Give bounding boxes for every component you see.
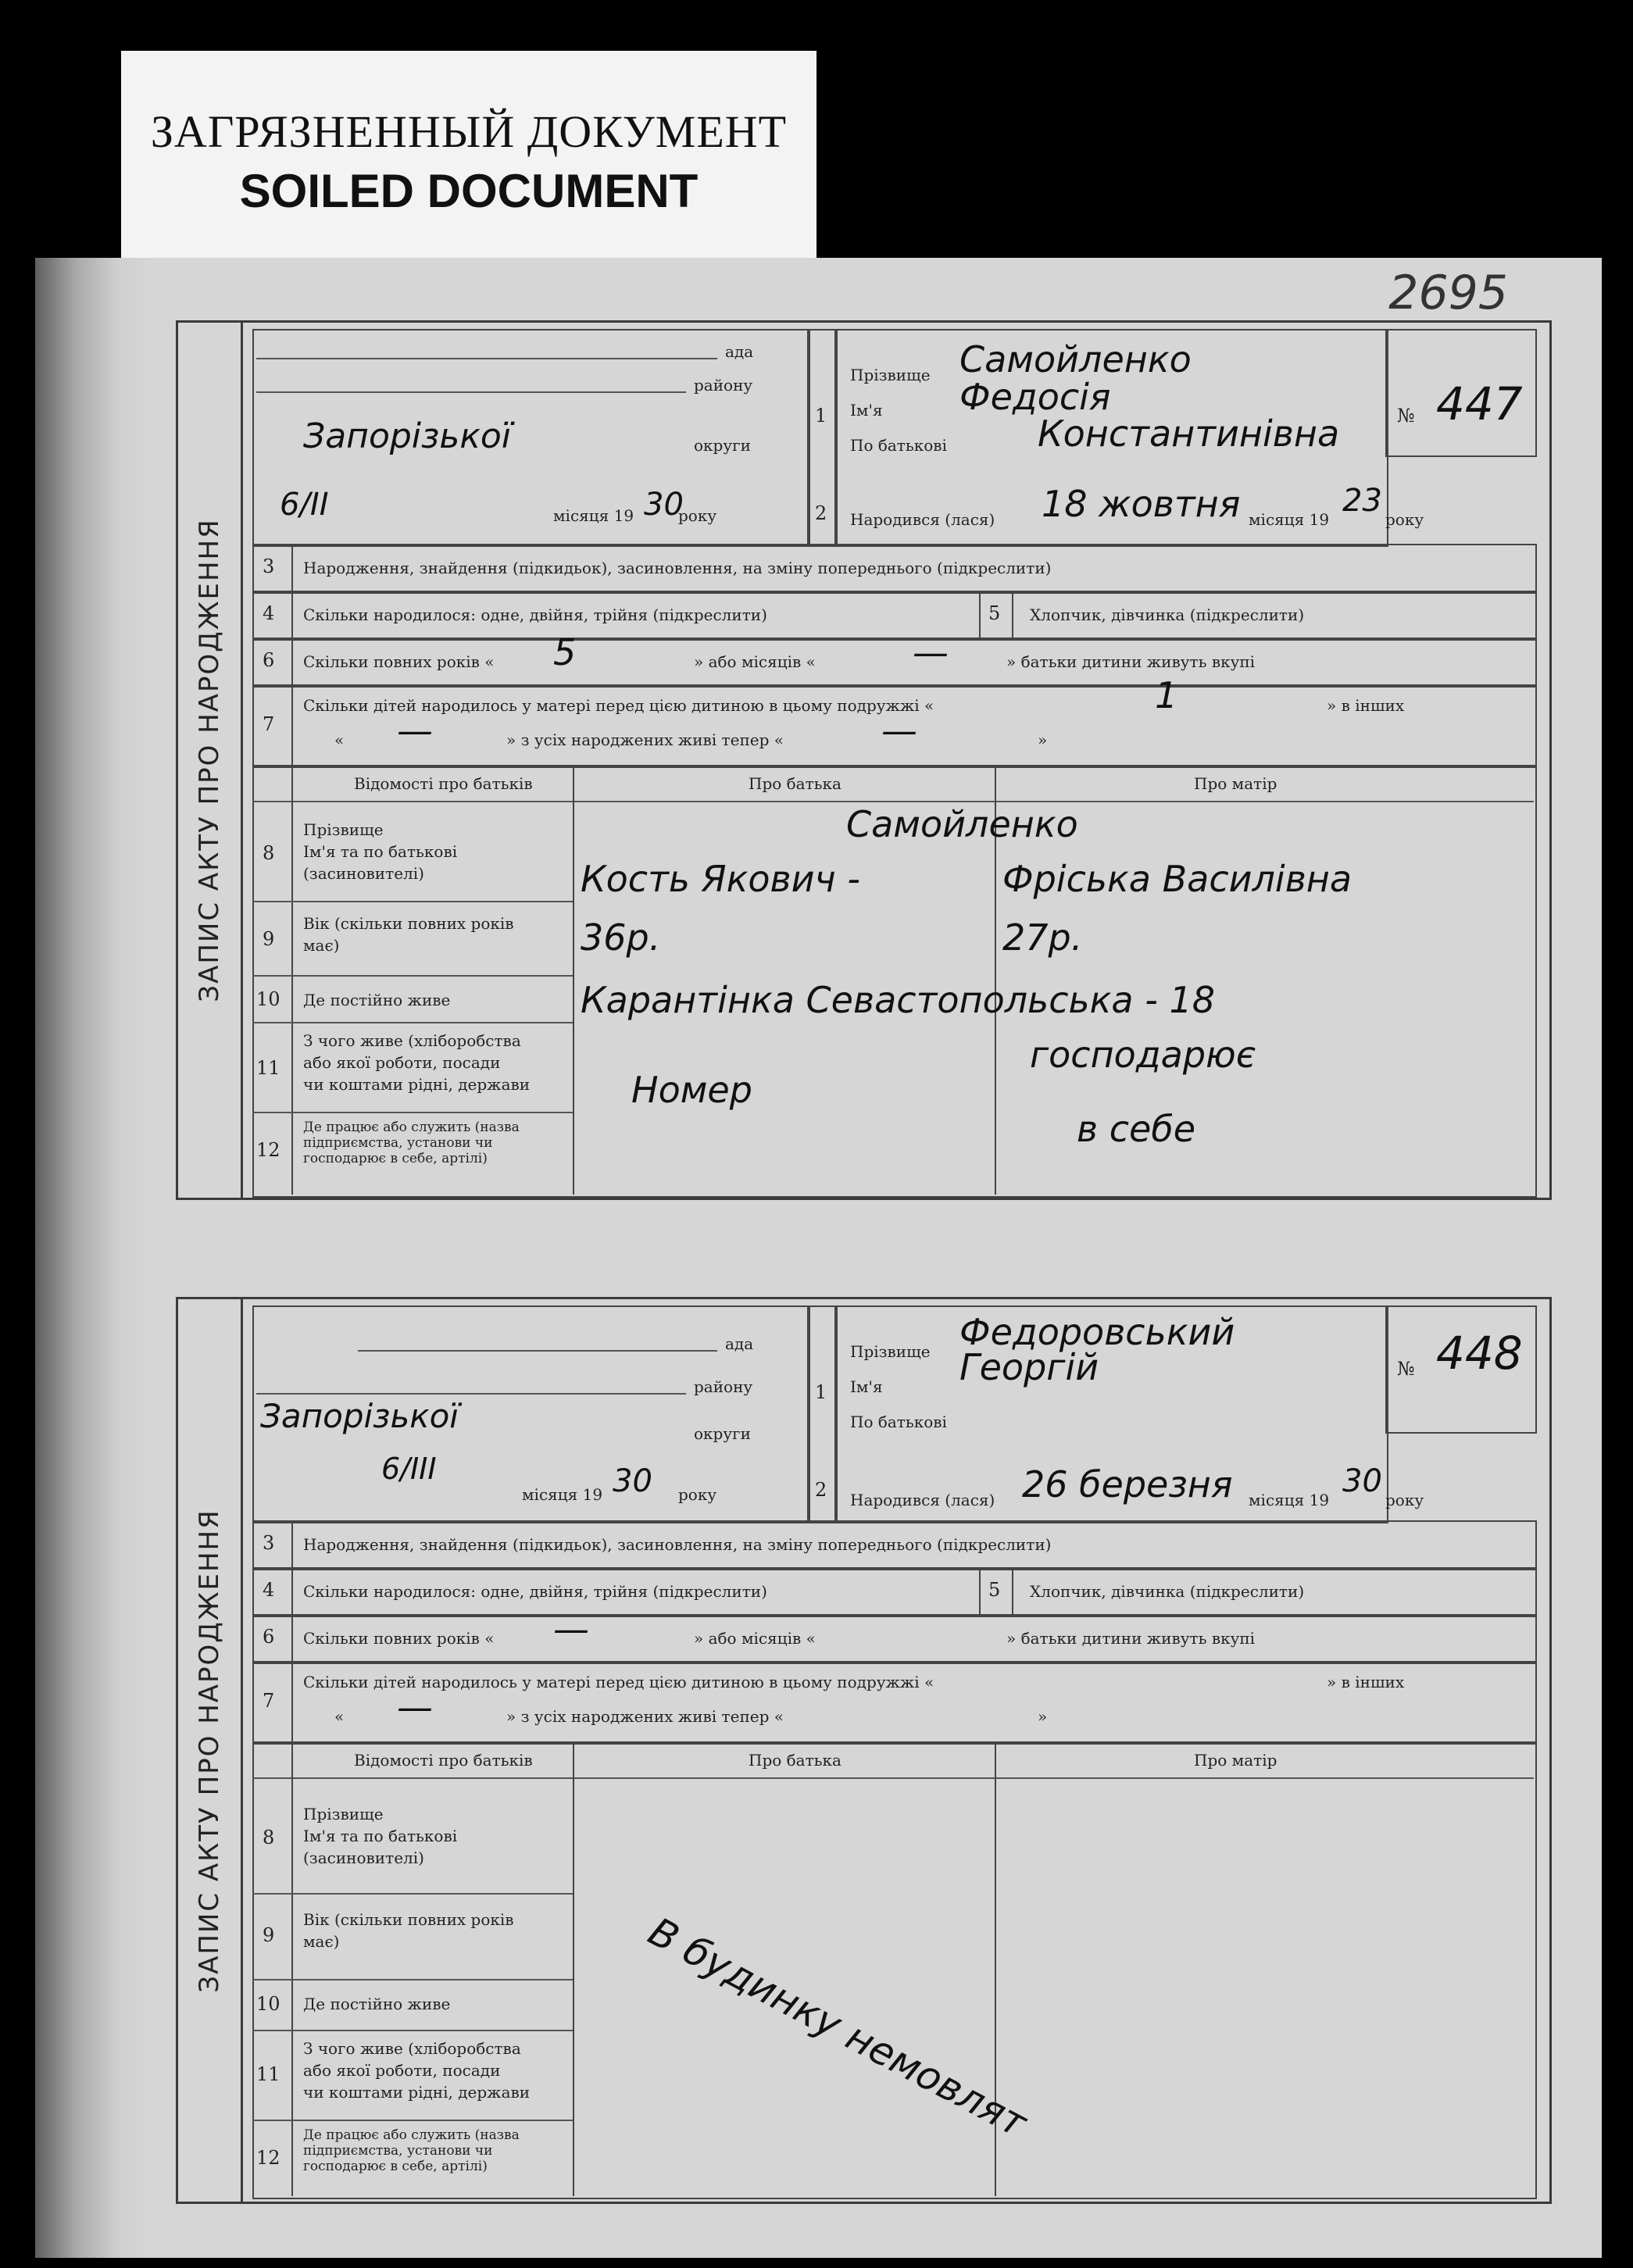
row-6-text-c: » батьки дитини живуть вкупі [1006,652,1256,671]
row-6-num: 6 [263,1626,275,1648]
row-4-text: Скільки народилося: одне, двійня, трійня (підкреслити) [303,605,767,624]
row-2-num: 2 [815,502,827,524]
row-9-num: 9 [263,928,275,950]
soiled-document-stamp [121,51,816,258]
father-age: 36р. [581,916,661,959]
father-surname: Самойленко [846,803,1078,845]
children-before: 1 [1155,674,1178,716]
row-7-text-d: » з усіх народжених живі тепер « [506,1707,784,1726]
number-label: № [1397,1358,1415,1380]
col-parents-info: Відомості про батьків [354,774,533,793]
number-label: № [1397,405,1415,427]
record-number: 447 [1436,377,1523,430]
col-mother: Про матір [1194,1751,1277,1770]
row-1-num: 1 [815,405,827,427]
row-3-text: Народження, знайдення (підкидьок), засиновлення, на зміну попереднього (підкреслити) [303,559,1052,577]
rada-label: ада [725,342,754,361]
month-label: місяця 19 [553,506,634,525]
birth-year-label: року [1385,510,1424,529]
children-alive: — [881,709,917,752]
row-11-text: З чого живе (хліборобства або якої роботи, посади чи коштами рідні, держави [303,2039,531,2102]
col-father: Про батька [749,1751,842,1770]
okruh-handwritten: Запорізької [303,416,512,456]
children-other: — [397,709,433,752]
name-label: Ім'я [850,1377,883,1396]
row-6-num: 6 [263,649,275,671]
children-other: — [397,1686,433,1728]
row-11-num: 11 [256,1057,281,1079]
row-5-text: Хлопчик, дівчинка (підкреслити) [1030,1582,1305,1601]
mother-age: 27р. [1002,916,1083,959]
reg-date-handwritten: 6/III [381,1452,437,1486]
year-label: року [678,506,717,525]
birth-year-label: року [1385,1491,1424,1509]
mother-livelihood: господарює [1030,1034,1256,1076]
child-name: Федосія [959,376,1111,418]
stamp-english: SOILED DOCUMENT [239,165,699,217]
row-10-text: Де постійно живе [303,991,451,1009]
row-12-text: Де працює або служить (назва підприємства, установи чи господарює в себе, артілі) [303,2127,520,2174]
row-8-num: 8 [263,842,275,864]
col-parents-info: Відомості про батьків [354,1751,533,1770]
surname-label: Прізвище [850,1342,931,1361]
born-label: Народився (лася) [850,510,995,529]
row-10-text: Де постійно живе [303,1995,451,2013]
page-binding [35,258,152,2258]
row-7-text-b: » в інших [1327,696,1405,715]
row-9-text: Вік (скільки повних років має) [303,1910,514,1951]
row-7-num: 7 [263,1690,275,1712]
row-10-num: 10 [256,988,281,1010]
register-page [51,258,1602,2258]
row-6-text-a: Скільки повних років « [303,1629,495,1648]
birth-date-handwritten: 18 жовтня [1042,483,1241,525]
row-3-num: 3 [263,1532,275,1554]
father-livelihood: Номер [631,1069,752,1111]
rayon-label: району [694,376,753,395]
row-7-text-c: « [334,1707,345,1726]
foundling-note: В будинку немовлят [641,1909,1034,2146]
row-6-text-b: » або місяців « [694,1629,816,1648]
stamp-russian: ЗАГРЯЗНЕННЫЙ ДОКУМЕНТ [150,106,788,157]
col-mother: Про матір [1194,774,1277,793]
row-6-text-a: Скільки повних років « [303,652,495,671]
reg-year-handwritten: 30 [613,1463,652,1499]
row-5-num: 5 [988,1579,1001,1601]
birth-month-label: місяця 19 [1249,510,1330,529]
rada-label: ада [725,1334,754,1353]
row-4-num: 4 [263,1579,275,1601]
row-7-text-c: « [334,730,345,749]
row-7-text-a: Скільки дітей народилось у матері перед цією дитиною в цьому подружжі « [303,696,934,715]
patronymic-label: По батькові [850,436,947,455]
record-side-title: ЗАПИС АКТУ ПРО НАРОДЖЕННЯ [178,1299,243,2202]
row-11-num: 11 [256,2063,281,2085]
col-father: Про батька [749,774,842,793]
child-surname: Самойленко [959,338,1192,380]
row-7-num: 7 [263,713,275,735]
mother-workplace: в себе [1077,1108,1195,1150]
patronymic-label: По батькові [850,1413,947,1431]
row-7-text-e: » [1038,1707,1048,1726]
okruh-handwritten: Запорізької [260,1397,459,1435]
row-9-num: 9 [263,1924,275,1946]
okruh-label: округи [694,436,751,455]
child-patronymic: Константинівна [1038,413,1340,455]
record-side-title: ЗАПИС АКТУ ПРО НАРОДЖЕННЯ [178,323,243,1198]
name-label: Ім'я [850,401,883,420]
child-surname: Федоровський [959,1311,1235,1353]
surname-label: Прізвище [850,366,931,384]
birth-month-label: місяця 19 [1249,1491,1330,1509]
year-label: року [678,1485,717,1504]
record-number: 448 [1436,1327,1523,1380]
row-1-num: 1 [815,1381,827,1403]
row-12-num: 12 [256,2147,281,2169]
row-9-text: Вік (скільки повних років має) [303,914,514,955]
birth-year-handwritten: 30 [1342,1463,1382,1499]
row-2-num: 2 [815,1479,827,1501]
years-together: — [553,1608,589,1650]
mother-name: Фріська Василівна [1002,858,1352,900]
row-3-text: Народження, знайдення (підкидьок), засиновлення, на зміну попереднього (підкреслити) [303,1535,1052,1554]
rayon-label: району [694,1377,753,1396]
child-name: Георгій [959,1346,1099,1388]
birth-record-447 [176,320,1552,1200]
row-3-num: 3 [263,555,275,577]
reg-year-handwritten: 30 [644,487,684,523]
row-7-text-e: » [1038,730,1048,749]
row-7-text-a: Скільки дітей народилось у матері перед цією дитиною в цьому подружжі « [303,1673,934,1691]
row-6-text-c: » батьки дитини живуть вкупі [1006,1629,1256,1648]
born-label: Народився (лася) [850,1491,995,1509]
row-4-text: Скільки народилося: одне, двійня, трійня (підкреслити) [303,1582,767,1601]
residence: Карантінка Севастопольська - 18 [581,979,1215,1021]
birth-year-handwritten: 23 [1342,483,1382,519]
months-together: — [913,631,949,673]
father-name: Кость Якович - [581,858,860,900]
row-5-text: Хлопчик, дівчинка (підкреслити) [1030,605,1305,624]
row-8-text: Прізвище Ім'я та по батькові (засиновителі) [303,1805,458,1867]
row-4-num: 4 [263,602,275,624]
row-7-text-d: » з усіх народжених живі тепер « [506,730,784,749]
row-5-num: 5 [988,602,1001,624]
row-8-num: 8 [263,1827,275,1848]
row-8-text: Прізвище Ім'я та по батькові (засиновителі) [303,820,458,883]
reg-date-handwritten: 6/II [280,487,329,523]
okruh-label: округи [694,1424,751,1443]
row-6-text-b: » або місяців « [694,652,816,671]
row-12-text: Де працює або служить (назва підприємства, установи чи господарює в себе, артілі) [303,1120,520,1166]
row-7-text-b: » в інших [1327,1673,1405,1691]
page-number: 2695 [1388,266,1508,320]
row-11-text: З чого живе (хліборобства або якої роботи, посади чи коштами рідні, держави [303,1031,531,1094]
month-label: місяця 19 [522,1485,603,1504]
birth-record-448 [176,1297,1552,2204]
row-12-num: 12 [256,1139,281,1161]
birth-date-handwritten: 26 березня [1022,1463,1233,1505]
row-10-num: 10 [256,1993,281,2015]
years-together: 5 [553,631,577,673]
